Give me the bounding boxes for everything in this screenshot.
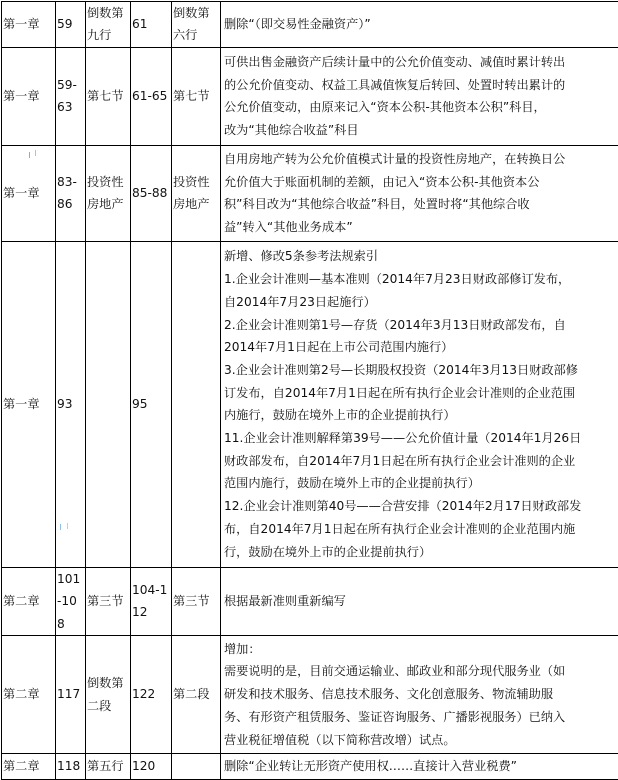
chapter-cell: 第一章	[2, 145, 56, 241]
description-cell	[221, 2, 618, 48]
table-row	[2, 145, 618, 241]
description-line: 2014年7月1日起在上市公司范围内施行）	[224, 336, 615, 359]
old-location-cell	[86, 241, 131, 567]
chapter-cell: 第一章	[2, 47, 56, 145]
new-location-cell	[172, 754, 221, 780]
chapter-cell: 第一章	[2, 241, 56, 567]
new-location-cell: 第三节	[172, 567, 221, 635]
table-row	[2, 241, 618, 567]
table-row	[2, 567, 618, 635]
chapter-cell: 第二章	[2, 636, 56, 754]
new-location-cell: 第二段	[172, 636, 221, 754]
old-location-cell: 倒数第九行	[86, 2, 131, 48]
description-line: 布，自2014年7月1日起在所有执行企业会计准则的企业范围内施	[224, 518, 615, 541]
table-row	[2, 636, 618, 754]
old-location-cell: 投资性房地产	[86, 145, 131, 241]
new-page-cell: 104-112	[131, 567, 172, 635]
description-line: 的公允价值变动、权益工具减值恢复后转回、处置时转出累计的	[224, 74, 615, 97]
new-page-cell: 61	[131, 2, 172, 48]
description-line: 新增、修改5条参考法规索引	[224, 245, 615, 268]
old-location-cell: 倒数第二段	[86, 636, 131, 754]
new-location-cell	[172, 241, 221, 567]
description-line: 增加：	[224, 638, 615, 661]
description-line: 需要说明的是，目前交通运输业、邮政业和部分现代服务业（如	[224, 660, 615, 683]
old-location-cell: 第五行	[86, 754, 131, 780]
description-cell	[221, 567, 618, 635]
description-line: 行，鼓励在境外上市的企业提前执行）	[224, 541, 615, 564]
description-cell	[221, 145, 618, 241]
description-line: 益”转入“其他业务成本”	[224, 216, 615, 239]
new-page-cell: 122	[131, 636, 172, 754]
description-line: 删除“企业转让无形资产使用权……直接计入营业税费”	[224, 755, 615, 778]
old-location-cell: 第三节	[86, 567, 131, 635]
new-page-cell: 120	[131, 754, 172, 780]
table-row	[2, 47, 618, 145]
description-line: 财政部发布，自2014年7月1日起在所有执行企业会计准则的企业	[224, 450, 615, 473]
new-location-cell: 投资性房地产	[172, 145, 221, 241]
description-line: 内施行，鼓励在境外上市的企业提前执行）	[224, 404, 615, 427]
old-page-cell: 93	[56, 241, 86, 567]
description-cell	[221, 636, 618, 754]
new-page-cell: 85-88	[131, 145, 172, 241]
table-row	[2, 2, 618, 48]
description-line: 根据最新准则重新编写	[224, 590, 615, 613]
description-line: 积”科目改为“其他综合收益”科目，处置时将“其他综合收	[224, 193, 615, 216]
old-page-cell: 118	[56, 754, 86, 780]
description-cell	[221, 241, 618, 567]
description-line: 11.企业会计准则解释第39号——公允价值计量（2014年1月26日	[224, 427, 615, 450]
description-line: 范围内施行，鼓励在境外上市的企业提前执行）	[224, 472, 615, 495]
description-line: 订发布，自2014年7月1日起在所有执行企业会计准则的企业范围	[224, 382, 615, 405]
description-cell	[221, 754, 618, 780]
description-line: 自2014年7月23日起施行）	[224, 291, 615, 314]
description-line: 删除“（即交易性金融资产）”	[224, 13, 615, 36]
old-page-cell: 83-86	[56, 145, 86, 241]
new-location-cell: 第七节	[172, 47, 221, 145]
chapter-cell: 第一章	[2, 2, 56, 48]
old-location-cell: 第七节	[86, 47, 131, 145]
description-line: 12.企业会计准则第40号——合营安排（2014年2月17日财政部发	[224, 495, 615, 518]
old-page-cell: 101-108	[56, 567, 86, 635]
old-page-cell: 117	[56, 636, 86, 754]
description-line: 2.企业会计准则第1号—存货（2014年3月13日财政部发布，自	[224, 314, 615, 337]
old-page-cell: 59	[56, 2, 86, 48]
description-line: 公允价值变动，由原来记入“资本公积-其他资本公积”科目，	[224, 96, 615, 119]
new-page-cell: 95	[131, 241, 172, 567]
new-location-cell: 倒数第六行	[172, 2, 221, 48]
description-line: 自用房地产转为公允价值模式计量的投资性房地产，在转换日公	[224, 148, 615, 171]
new-page-cell: 61-65	[131, 47, 172, 145]
description-line: 3.企业会计准则第2号—长期股权投资（2014年3月13日财政部修	[224, 359, 615, 382]
errata-table	[1, 1, 618, 780]
description-line: 营业税征增值税（以下简称营改增）试点。	[224, 729, 615, 752]
chapter-cell: 第二章	[2, 567, 56, 635]
description-line: 可供出售金融资产后续计量中的公允价值变动、减值时累计转出	[224, 51, 615, 74]
old-page-cell: 59-63	[56, 47, 86, 145]
description-line: 务、有形资产租赁服务、鉴证咨询服务、广播影视服务）已纳入	[224, 706, 615, 729]
description-line: 允价值大于账面机制的差额，由记入“资本公积-其他资本公	[224, 171, 615, 194]
chapter-cell: 第二章	[2, 754, 56, 780]
table-row	[2, 754, 618, 780]
description-cell	[221, 47, 618, 145]
description-line: 研发和技术服务、信息技术服务、文化创意服务、物流辅助服	[224, 683, 615, 706]
description-line: 1.企业会计准则—基本准则（2014年7月23日财政部修订发布，	[224, 268, 615, 291]
description-line: 改为“其他综合收益”科目	[224, 119, 615, 142]
